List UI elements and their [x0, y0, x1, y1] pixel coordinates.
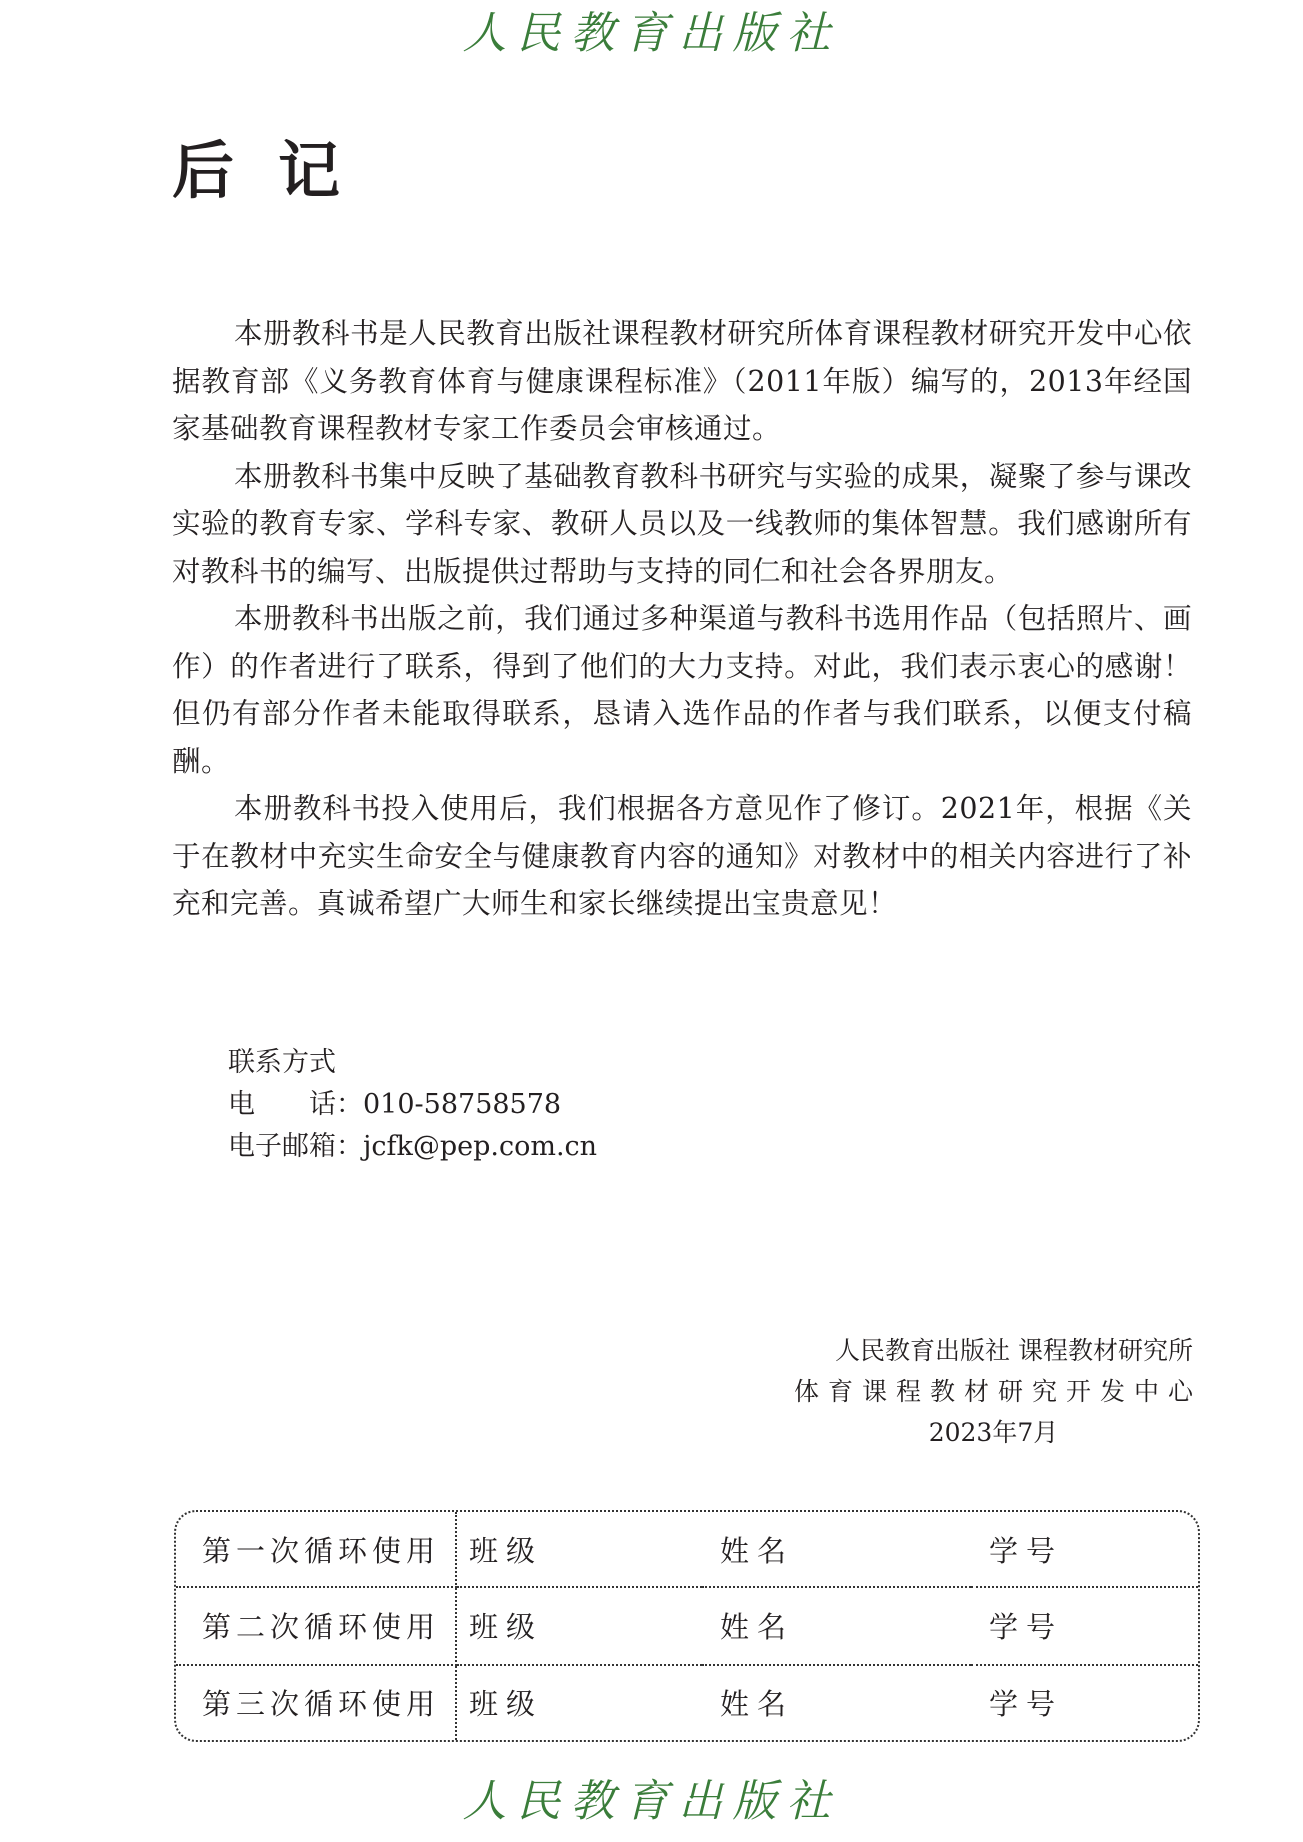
- student-id-field[interactable]: 学号: [971, 1512, 1198, 1587]
- student-id-field[interactable]: 学号: [989, 1687, 1064, 1722]
- contact-heading: 联系方式: [228, 1047, 336, 1078]
- usage-cycle-label: 第三次循环使用: [176, 1665, 456, 1740]
- paragraph: 本册教科书投入使用后，我们根据各方意见作了修订。2021年，根据《关于在教材中充实生命安全与健康教育内容的通知》对教材中的相关内容进行了补充和完善。真诚希望广大师生和家长继续提出宝贵意见！: [172, 792, 1192, 920]
- signature-center: 体育课程教材研究开发中心: [793, 1377, 1202, 1406]
- signature-org: 人民教育出版社 课程教材研究所: [835, 1336, 1193, 1365]
- contact-email: 电子邮箱：jcfk@pep.com.cn: [228, 1131, 598, 1162]
- name-field[interactable]: 姓名: [720, 1687, 795, 1722]
- table-row: [176, 1587, 1198, 1664]
- table-row: [176, 1665, 1198, 1740]
- name-field[interactable]: 姓名: [702, 1587, 971, 1664]
- signature-date: 2023年7月: [928, 1418, 1059, 1447]
- publisher-logo-bottom: 人民教育出版社: [462, 1776, 841, 1827]
- class-field[interactable]: 班级: [456, 1587, 702, 1664]
- signature: [793, 1330, 1202, 1453]
- usage-record-table: [174, 1510, 1200, 1742]
- contact-info: [228, 1042, 597, 1168]
- usage-cycle-label: 第一次循环使用: [176, 1512, 456, 1587]
- class-field[interactable]: 班级: [469, 1687, 544, 1722]
- afterword-body: [172, 310, 1192, 928]
- table-row: [176, 1512, 1198, 1587]
- student-id-field[interactable]: 学号: [971, 1587, 1198, 1664]
- usage-cycle-label: 第二次循环使用: [176, 1587, 456, 1664]
- paragraph: 本册教科书出版之前，我们通过多种渠道与教科书选用作品（包括照片、画作）的作者进行了联系，得到了他们的大力支持。对此，我们表示衷心的感谢！但仍有部分作者未能取得联系，恳请入选作品的作者与我们联系，以便支付稿酬。: [172, 602, 1192, 778]
- contact-phone: 电 话：010-58758578: [228, 1089, 562, 1120]
- name-field[interactable]: 姓名: [702, 1512, 971, 1587]
- paragraph: 本册教科书集中反映了基础教育教科书研究与实验的成果，凝聚了参与课改实验的教育专家、学科专家、教研人员以及一线教师的集体智慧。我们感谢所有对教科书的编写、出版提供过帮助与支持的同仁和社会各界朋友。: [172, 459, 1192, 588]
- paragraph: 本册教科书是人民教育出版社课程教材研究所体育课程教材研究开发中心依据教育部《义务教育体育与健康课程标准》（2011年版）编写的，2013年经国家基础教育课程教材专家工作委员会审核通过。: [172, 317, 1192, 445]
- page-title: 后记: [172, 134, 385, 207]
- publisher-logo-top: 人民教育出版社: [462, 8, 841, 59]
- class-field[interactable]: 班级: [456, 1512, 702, 1587]
